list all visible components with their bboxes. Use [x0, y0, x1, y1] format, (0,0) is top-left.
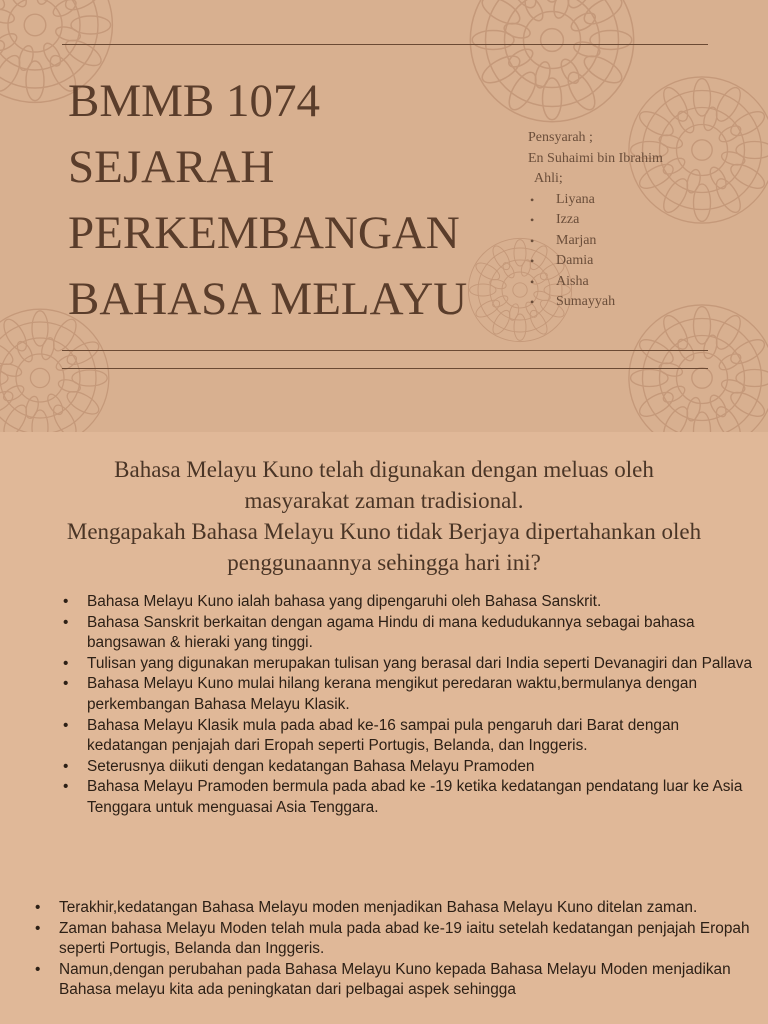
bullet-item: • Bahasa Melayu Kuno ialah bahasa yang dipengaruhi oleh Bahasa Sanskrit.	[63, 592, 753, 613]
bullet-list	[63, 592, 753, 819]
member-item: • Aisha	[528, 272, 663, 293]
member-item: • Marjan	[528, 231, 663, 252]
bullet-list	[35, 898, 753, 1001]
heading-line: Bahasa Melayu Kuno telah digunakan dengan meluas oleh	[114, 457, 654, 482]
member-item: • Liyana	[528, 190, 663, 211]
bullet-item: • Zaman bahasa Melayu Moden telah mula pada abad ke-19 iaitu setelah kedatangan penjajah Eropah seperti Portugis, Belanda dan Inggeris.	[35, 919, 753, 960]
content-slide-2	[0, 856, 768, 1024]
credits-block	[528, 128, 663, 313]
title-line: PERKEMBANGAN	[68, 207, 460, 259]
title-slide	[0, 0, 768, 432]
content-slide-1	[0, 432, 768, 856]
lecturer-label: Pensyarah ;	[528, 130, 593, 145]
lecturer-name: En Suhaimi bin Ibrahim	[528, 150, 663, 166]
bullet-item: • Bahasa Sanskrit berkaitan dengan agama Hindu di mana kedudukannya sebagai bahasa bangsawan & hieraki yang tinggi.	[63, 613, 753, 654]
heading-line: Mengapakah Bahasa Melayu Kuno tidak Berjaya dipertahankan oleh	[66, 519, 702, 544]
heading-line: penggunaannya sehingga hari ini?	[227, 550, 541, 575]
member-item: • Sumayyah	[528, 292, 663, 313]
member-item: • Izza	[528, 210, 663, 231]
bottom-rule	[62, 350, 708, 351]
slide-title	[68, 68, 467, 332]
bottom-rule-2	[62, 368, 708, 369]
top-rule	[62, 44, 708, 45]
bullet-item: • Terakhir,kedatangan Bahasa Melayu moden menjadikan Bahasa Melayu Kuno ditelan zaman.	[35, 898, 753, 919]
bullet-item: • Bahasa Melayu Kuno mulai hilang kerana mengikut peredaran waktu,bermulanya dengan perkembangan Bahasa Melayu Klasik.	[63, 674, 753, 715]
bullet-item: • Bahasa Melayu Pramoden bermula pada abad ke -19 ketika kedatangan pendatang luar ke Asia Tenggara untuk menguasai Asia Tenggara.	[63, 777, 753, 818]
heading-line: masyarakat zaman tradisional.	[244, 488, 524, 513]
title-line: BMMB 1074	[68, 75, 321, 127]
bullet-item: • Namun,dengan perubahan pada Bahasa Melayu Kuno kepada Bahasa Melayu Moden menjadikan Bahasa melayu kita ada peningkatan dari pelbagai aspek sehingga	[35, 960, 753, 1001]
member-item: • Damia	[528, 251, 663, 272]
title-line: SEJARAH	[68, 141, 275, 193]
bullet-item: • Bahasa Melayu Klasik mula pada abad ke-16 sampai pula pengaruh dari Barat dengan kedatangan penjajah dari Eropah seperti Portugis, Belanda, dan Inggeris.	[63, 716, 753, 757]
bullet-item: • Seterusnya diikuti dengan kedatangan Bahasa Melayu Pramoden	[63, 757, 753, 778]
members-label: Ahli;	[534, 171, 563, 186]
members-list	[528, 190, 663, 313]
title-line: BAHASA MELAYU	[68, 273, 468, 325]
slide-heading	[20, 454, 748, 578]
bullet-item: • Tulisan yang digunakan merupakan tulisan yang berasal dari India seperti Devanagiri dan Pallava	[63, 654, 753, 675]
